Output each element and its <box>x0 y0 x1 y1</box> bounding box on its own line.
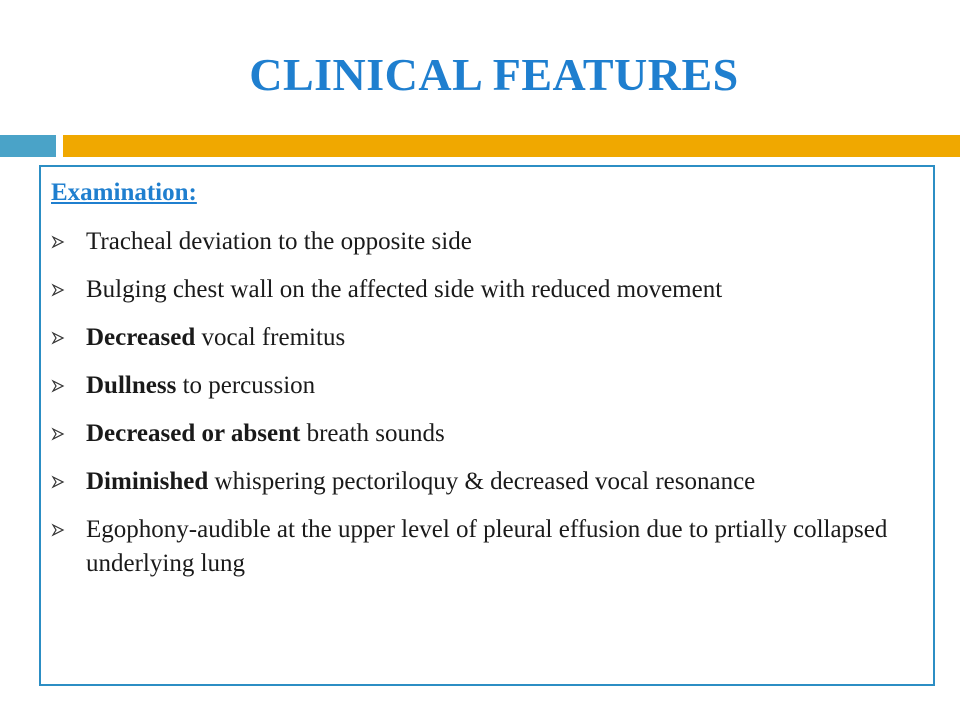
content-box <box>39 165 935 686</box>
bullet-list <box>51 225 911 595</box>
list-item <box>51 273 911 307</box>
item-text: to percussion <box>176 372 316 399</box>
item-text: whispering pectoriloquy & decreased vocal resonance <box>208 468 756 495</box>
item-text: vocal fremitus <box>195 324 346 351</box>
item-bold-text: Diminished <box>86 468 209 495</box>
item-bold-text: Decreased or absent <box>86 420 301 447</box>
arrowhead-bullet-icon <box>51 523 65 537</box>
item-text: Egophony-audible at the upper level of pleural effusion due to prtially collapsed underlying lung <box>86 516 888 577</box>
arrowhead-bullet-icon <box>51 331 65 345</box>
accent-bar-right <box>63 135 960 157</box>
item-text: Tracheal deviation to the opposite side <box>86 228 472 255</box>
list-item <box>51 369 911 403</box>
item-text: breath sounds <box>300 420 445 447</box>
slide-title: CLINICAL FEATURES <box>249 49 739 100</box>
accent-bar-left <box>0 135 56 157</box>
item-bold-text: Decreased <box>86 324 196 351</box>
list-item <box>51 417 911 451</box>
arrowhead-bullet-icon <box>51 283 65 297</box>
list-item <box>51 513 911 581</box>
item-text: Bulging chest wall on the affected side with reduced movement <box>86 276 723 303</box>
arrowhead-bullet-icon <box>51 235 65 249</box>
item-bold-text: Dullness <box>86 372 177 399</box>
list-item <box>51 225 911 259</box>
arrowhead-bullet-icon <box>51 379 65 393</box>
list-item <box>51 321 911 355</box>
arrowhead-bullet-icon <box>51 475 65 489</box>
arrowhead-bullet-icon <box>51 427 65 441</box>
section-heading: Examination: <box>51 179 197 206</box>
list-item <box>51 465 911 499</box>
